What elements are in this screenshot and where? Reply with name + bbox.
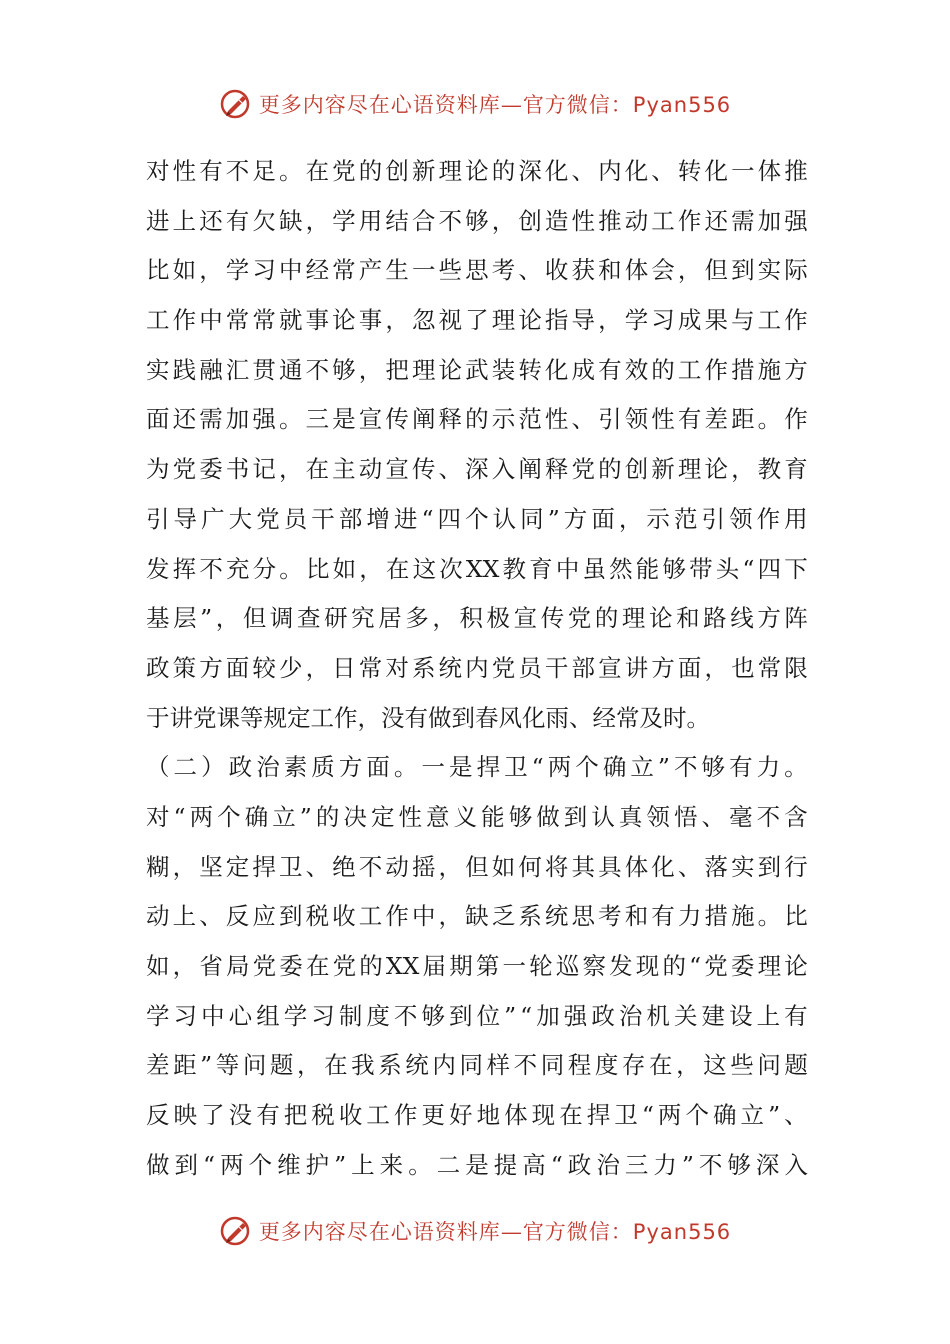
text-line: 动 上 、 反 应 到 税 收 工 作 中 ， 缺 乏 系 统 思 考 和 有 力 措 施 。 比 xyxy=(146,902,808,931)
text-line: 引 导 广 大 党 员 干 部 增 进 “ 四 个 认 同 ” 方 面 ， 示 范 引 领 作 用 xyxy=(146,504,808,533)
footer-banner xyxy=(0,1211,950,1251)
footer-banner-title: 更多内容尽在心语资料库 xyxy=(258,1220,501,1244)
text-line: （ 二 ） 政 治 素 质 方 面 。 一 是 捍 卫 “ 两 个 确 立 ” 不 够 有 力 。 xyxy=(146,753,808,782)
text-line: 政 策 方 面 较 少 ， 日 常 对 系 统 内 党 员 干 部 宣 讲 方 面 ， 也 常 限 xyxy=(146,653,808,682)
header-banner-title: 更多内容尽在心语资料库 xyxy=(258,93,501,117)
text-line: 比 如 ， 学 习 中 经 常 产 生 一 些 思 考 、 收 获 和 体 会 ， 但 到 实 际 xyxy=(146,256,808,285)
text-line: 学 习 中 心 组 学 习 制 度 不 够 到 位 ” “ 加 强 政 治 机 关 建 设 上 有 xyxy=(146,1001,808,1030)
header-banner-separator: — xyxy=(500,93,523,117)
text-line: 糊 ， 坚 定 捍 卫 、 绝 不 动 摇 ， 但 如 何 将 其 具 体 化 、 落 实 到 行 xyxy=(146,852,808,881)
text-line: 反 映 了 没 有 把 税 收 工 作 更 好 地 体 现 在 捍 卫 “ 两 个 确 立 ” 、 xyxy=(146,1101,808,1130)
header-banner-contact: 官方微信：Pyan556 xyxy=(522,93,732,117)
pen-logo-icon xyxy=(219,1214,253,1248)
text-line: 如 ， 省 局 党 委 在 党 的 XX 届 期 第 一 轮 巡 察 发 现 的 “ 党 委 理 论 xyxy=(146,952,808,980)
header-banner-text xyxy=(259,89,731,119)
pen-logo-icon xyxy=(219,87,253,121)
header-banner xyxy=(0,84,950,124)
text-line: 对 “ 两 个 确 立 ” 的 决 定 性 意 义 能 够 做 到 认 真 领 悟 、 毫 不 含 xyxy=(146,802,808,831)
text-line: 基 层 ” ， 但 调 查 研 究 居 多 ， 积 极 宣 传 党 的 理 论 和 路 线 方 阵 xyxy=(146,604,808,633)
text-line: 为 党 委 书 记 ， 在 主 动 宣 传 、 深 入 阐 释 党 的 创 新 理 论 ， 教 育 xyxy=(146,455,808,484)
text-line: 差 距 ” 等 问 题 ， 在 我 系 统 内 同 样 不 同 程 度 存 在 ， 这 些 问 题 xyxy=(146,1051,808,1080)
text-line: 对 性 有 不 足 。 在 党 的 创 新 理 论 的 深 化 、 内 化 、 转 化 一 体 推 xyxy=(146,157,808,185)
document-body xyxy=(146,147,808,1190)
text-line: 发 挥 不 充 分 。 比 如 ， 在 这 次 XX 教 育 中 虽 然 能 够 带 头 “ 四 下 xyxy=(146,554,808,583)
footer-banner-text xyxy=(259,1216,731,1246)
text-line: 实 践 融 汇 贯 通 不 够 ， 把 理 论 武 装 转 化 成 有 效 的 工 作 措 施 方 xyxy=(146,355,808,384)
text-line: 于讲党课等规定工作，没有做到春风化雨、经常及时。 xyxy=(146,703,710,732)
text-line: 工 作 中 常 常 就 事 论 事 ， 忽 视 了 理 论 指 导 ， 学 习 成 果 与 工 作 xyxy=(146,306,808,335)
footer-banner-contact: 官方微信：Pyan556 xyxy=(522,1220,732,1244)
text-line: 做 到 “ 两 个 维 护 ” 上 来 。 二 是 提 高 “ 政 治 三 力 ” 不 够 深 入 xyxy=(146,1150,808,1179)
text-line: 进 上 还 有 欠 缺 ， 学 用 结 合 不 够 ， 创 造 性 推 动 工 作 还 需 加 强 xyxy=(146,206,808,235)
text-line: 面 还 需 加 强 。 三 是 宣 传 阐 释 的 示 范 性 、 引 领 性 有 差 距 。 作 xyxy=(146,405,808,434)
footer-banner-separator: — xyxy=(500,1220,523,1244)
